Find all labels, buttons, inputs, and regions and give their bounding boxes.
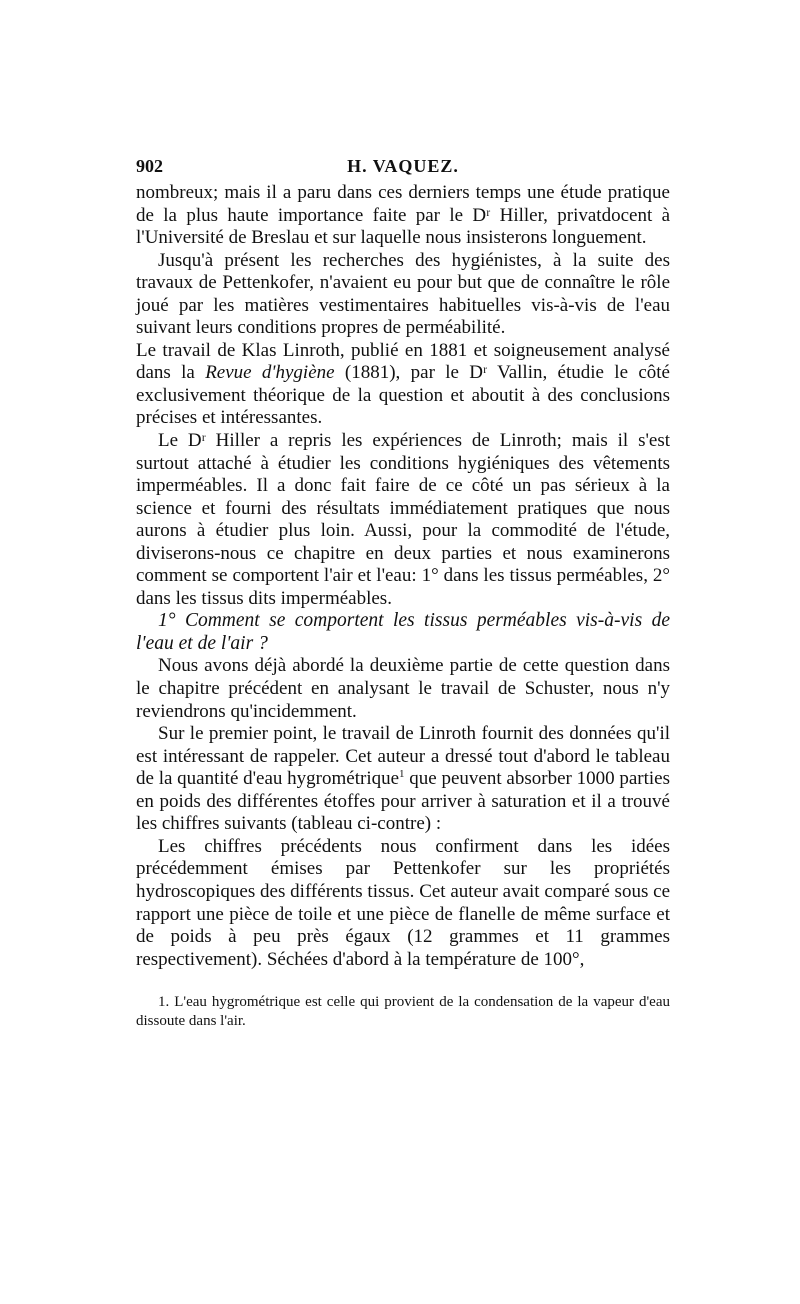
running-head: H. VAQUEZ. [347,156,459,176]
paragraph-4: Le Dʳ Hiller a repris les expériences de Linroth; mais il s'est surtout attaché à étudier les conditions hygiéniques des vêtements imperméables. Il a donc fait faire de ce côté un pas sérieux à la science et fourni des résultats immédiatement pratiques que nous aurons à étudier plus loin. Aussi, pour la commodité de l'étude, diviserons-nous ce chapitre en deux parties et nous examinerons comment se comportent l'air et l'eau: 1° dans les tissus perméables, 2° dans les tissus dits imperméables. [136,430,670,609]
footnote-reference: 1 [399,768,405,781]
paragraph-2: Jusqu'à présent les recherches des hygiénistes, à la suite des travaux de Pettenkofer, n'avaient eu pour but que de connaître le rôle joué par les matières vestimentaires habituelles vis-à-vis de l'eau suivant leurs conditions propres de perméabilité. [136,249,670,339]
paragraph-5: Nous avons déjà abordé la deuxième partie de cette question dans le chapitre précédent en analysant le travail de Schuster, nous n'y reviendrons qu'incidemment. [136,655,670,722]
paragraph-7: Les chiffres précédents nous confirment dans les idées précédemment émises par Pettenkofer sur les propriétés hydroscopiques des différents tissus. Cet auteur avait comparé sous ce rapport une pièce de toile et une pièce de flanelle de même surface et de poids à peu près égaux (12 grammes et 11 grammes respectivement). Séchées d'abord à la température de 100°, [136,835,670,970]
paragraph-3-text-end: (1881), par le Dʳ Vallin, étudie le côté exclusivement théorique de la question et aboutit à des conclusions précises et intéressantes. [136,362,670,429]
footnote-1: 1. L'eau hygrométrique est celle qui provient de la condensation de la vapeur d'eau dissoute dans l'air. [136,994,670,1030]
section-subheading: 1° Comment se comportent les tissus perméables vis-à-vis de l'eau et de l'air ? [136,610,670,654]
journal-title: Revue d'hygiène [205,362,335,384]
paragraph-6 [136,723,670,836]
footnotes [136,993,670,1031]
paragraph-3-text-start: Le travail de Klas Linroth, publié en 1881 et soigneusement analysé dans la [136,339,670,384]
paragraph-6-text-start: Sur le premier point, le travail de Linroth fournit des données qu'il est intéressant de rappeler. Cet auteur a dressé tout d'abord le tableau de la quantité d'eau hygrométrique [136,723,670,790]
paragraph-6-text-end: que peuvent absorber 1000 parties en poids des différentes étoffes pour arriver à saturation et il a trouvé les chiffres suivants (tableau ci-contre) : [136,768,670,835]
paragraph-1: nombreux; mais il a paru dans ces derniers temps une étude pratique de la plus haute importance faite par le Dʳ Hiller, privatdocent à l'Université de Breslau et sur laquelle nous insisterons longuement. [136,182,670,249]
book-page [136,150,670,1031]
page-number: 902 [136,156,163,176]
body-text [136,182,670,971]
page-header [136,150,670,182]
paragraph-3 [136,340,670,430]
